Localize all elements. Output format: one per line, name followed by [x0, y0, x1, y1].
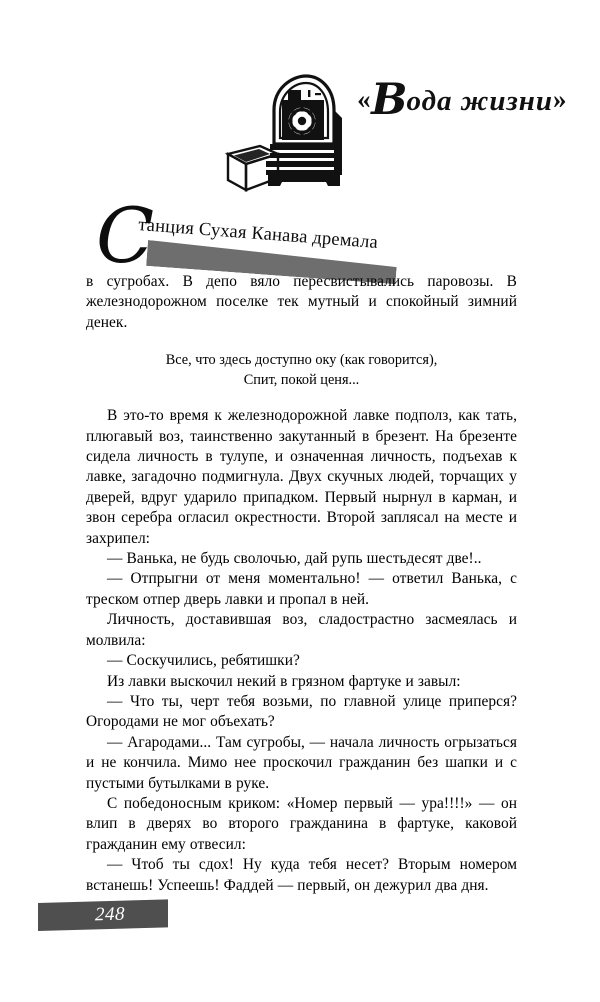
opening-line-block	[0, 191, 600, 280]
chapter-title-close-quote: »	[553, 84, 567, 115]
body-text	[86, 272, 517, 896]
paragraph: — Агародами... Там сугробы, — начала личность огрызаться и не кончила. Мимо нее проскочил гражданин без шапки и с пустыми бутылками в руке.	[86, 733, 517, 792]
paragraph: Личность, доставившая воз, сладострастно засмеялась и молвила:	[86, 611, 517, 649]
chapter-title	[357, 75, 567, 126]
page-number: 248	[95, 903, 125, 926]
chapter-title-rest: ода жизни	[406, 85, 553, 118]
paragraph: — Что ты, черт тебя возьми, по главной улице приперся? Огородами не мог объехать?	[86, 692, 517, 731]
paragraph: — Чтоб ты сдох! Ну куда тебя несет? Вторым номером встанешь! Успеешь! Фаддей — первый, он дежурил два дня.	[86, 856, 517, 894]
paragraph: — Отпрыгни от меня моментально! — ответил Ванька, с треском отпер дверь лавки и пропал в ней.	[86, 570, 517, 608]
paragraph: в сугробах. В депо вяло пересвистывались паровозы. В железнодорожном поселке тек мутный и спокойный зимний денек.	[86, 273, 517, 331]
page-number-block	[38, 903, 168, 933]
opening-dropcap: С	[96, 191, 153, 280]
paragraph: Из лавки выскочил некий в грязном фартуке и завыл:	[107, 672, 461, 690]
opening-line-text: танция Сухая Канава дремала	[137, 215, 379, 253]
chapter-illustration	[216, 74, 356, 196]
chapter-title-open-quote: «	[357, 84, 372, 115]
paragraph: — Соскучились, ребятишки?	[107, 652, 300, 670]
chapter-title-dropcap: В	[371, 75, 407, 126]
paragraph: С победоносным криком: «Номер первый — ура!!!!» — он влип в дверях во второго гражданина в фартуке, каковой гражданин ему отвесил:	[86, 794, 517, 853]
epigraph-line-1: Все, что здесь доступно оку (как говорится),	[165, 352, 438, 369]
paragraph: — Ванька, не будь сволочью, дай рупь шестьдесят две!..	[107, 550, 482, 568]
epigraph-line-2: Спит, покой ценя...	[243, 372, 360, 389]
paragraph: В это-то время к железнодорожной лавке подполз, как тать, плюгавый воз, таинственно закутанный в брезент. На брезенте сидела личность в тулупе, и означенная личность, подъехав к лавке, загадочно подмигнула. Двух скучных людей, торчащих у дверей, вдруг ударило припадком. Первый нырнул в карман, и звон серебра огласил окрестности. Второй заплясал на месте и захрипел:	[86, 407, 517, 547]
epigraph	[86, 333, 517, 406]
page-header	[0, 0, 600, 200]
